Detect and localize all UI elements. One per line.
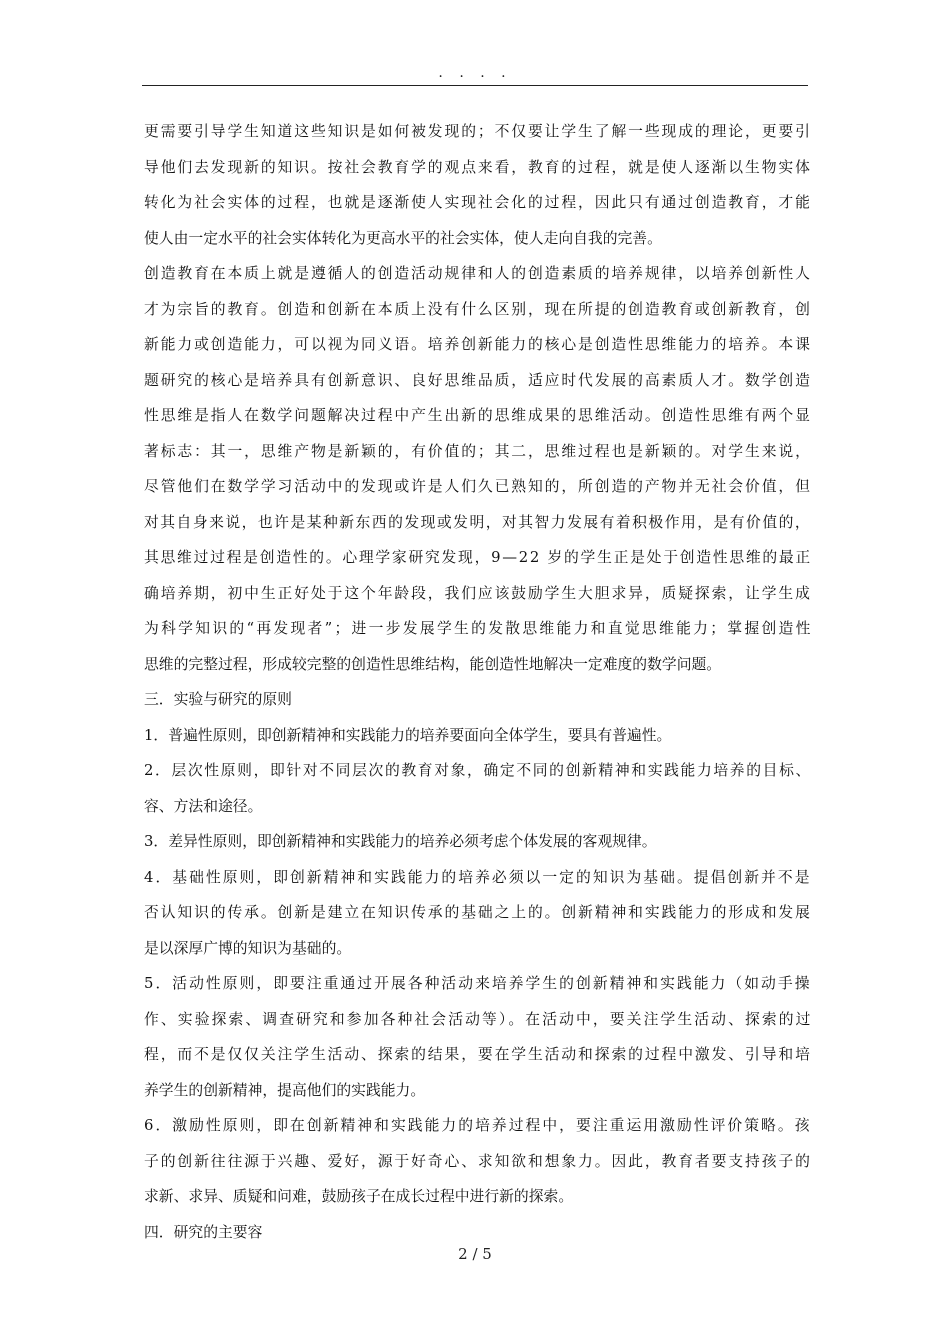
text-line: 养学生的创新精神，提高他们的实践能力。: [144, 1081, 426, 1099]
text-line: 4．基础性原则，即创新精神和实践能力的培养必须以一定的知识为基础。提倡创新并不是: [144, 868, 812, 886]
text-line: 著标志：其一，思维产物是新颖的，有价值的；其二，思维过程也是新颖的。对学生来说，: [144, 442, 812, 460]
text-line: 确培养期，初中生正好处于这个年龄段，我们应该鼓励学生大胆求异，质疑探索，让学生成: [144, 584, 812, 602]
text-line: 对其自身来说，也许是某种新东西的发现或发明，对其智力发展有着积极作用，是有价值的，: [144, 513, 812, 531]
paragraph: [144, 718, 810, 754]
paragraph: [144, 114, 810, 256]
text-line: 子的创新往往源于兴趣、爱好，源于好奇心、求知欲和想象力。因此，教育者要支持孩子的: [144, 1152, 812, 1170]
text-line: 是以深厚广博的知识为基础的。: [144, 939, 352, 957]
text-line: 求新、求异、质疑和问难，鼓励孩子在成长过程中进行新的探索。: [144, 1188, 574, 1205]
text-line: 性思维是指人在数学问题解决过程中产生出新的思维成果的思维活动。创造性思维有两个显: [144, 407, 812, 424]
text-line: 使人由一定水平的社会实体转化为更高水平的社会实体，使人走向自我的完善。: [144, 229, 662, 247]
text-line: 程，而不是仅仅关注学生活动、探索的结果，要在学生活动和探索的过程中激发、引导和培: [144, 1046, 812, 1063]
text-line: 否认知识的传承。创新是建立在知识传承的基础之上的。创新精神和实践能力的形成和发展: [144, 904, 812, 921]
text-line: 转化为社会实体的过程，也就是逐渐使人实现社会化的过程，因此只有通过创造教育，才能: [144, 194, 812, 211]
text-line: 6．激励性原则，即在创新精神和实践能力的培养过程中，要注重运用激励性评价策略。孩: [144, 1117, 812, 1134]
text-line: 才为宗旨的教育。创造和创新在本质上没有什么区别，现在所提的创造教育或创新教育，创: [144, 300, 812, 318]
text-line: 新能力或创造能力，可以视为同义语。培养创新能力的核心是创造性思维能力的培养。本课: [144, 336, 812, 353]
page-number: 2 / 5: [458, 1245, 492, 1263]
paragraph: [144, 860, 810, 967]
paragraph: [144, 256, 813, 682]
text-line: 创造教育在本质上就是遵循人的创造活动规律和人的创造素质的培养规律，以培养创新性人: [144, 265, 812, 282]
text-line: 三．实验与研究的原则: [144, 691, 292, 708]
text-line: 3．差异性原则，即创新精神和实践能力的培养必须考虑个体发展的客观规律。: [144, 833, 657, 850]
text-line: 1．普遍性原则，即创新精神和实践能力的培养要面向全体学生，要具有普遍性。: [144, 726, 672, 744]
text-line: 题研究的核心是培养具有创新意识、良好思维品质，适应时代发展的高素质人才。数学创造: [144, 371, 812, 389]
text-line: 为科学知识的“再发现者”；进一步发展学生的发散思维能力和直觉思维能力；掌握创造性: [144, 620, 813, 637]
paragraph: [144, 682, 810, 718]
header-rule: [142, 85, 808, 86]
text-line: 更需要引导学生知道这些知识是如何被发现的；不仅要让学生了解一些现成的理论，更要引: [144, 123, 812, 140]
text-line: 5．活动性原则，即要注重通过开展各种活动来培养学生的创新精神和实践能力（如动手操: [144, 975, 812, 992]
text-line: 四．研究的主要容: [144, 1223, 263, 1241]
text-line: 尽管他们在数学学习活动中的发现或许是人们久已熟知的，所创造的产物并无社会价值，但: [144, 478, 812, 495]
text-line: 容、方法和途径。: [144, 797, 263, 815]
text-line: 其思维过过程是创造性的。心理学家研究发现，9—22 岁的学生正是处于创造性思维的最正: [144, 549, 812, 566]
header-dots: . . . .: [438, 65, 512, 81]
paragraph: [144, 824, 810, 860]
text-line: 2．层次性原则，即针对不同层次的教育对象，确定不同的创新精神和实践能力培养的目标、: [144, 762, 812, 779]
text-line: 导他们去发现新的知识。按社会教育学的观点来看，教育的过程，就是使人逐渐以生物实体: [144, 158, 812, 176]
paragraph: [144, 966, 813, 1108]
paragraph: [144, 753, 810, 824]
document-body: [144, 114, 813, 1250]
text-line: 作、实验探索、调查研究和参加各种社会活动等）。在活动中，要关注学生活动、探索的过: [144, 1010, 813, 1028]
paragraph: [144, 1108, 810, 1215]
text-line: 思维的完整过程，形成较完整的创造性思维结构，能创造性地解决一定难度的数学问题。: [144, 655, 722, 673]
